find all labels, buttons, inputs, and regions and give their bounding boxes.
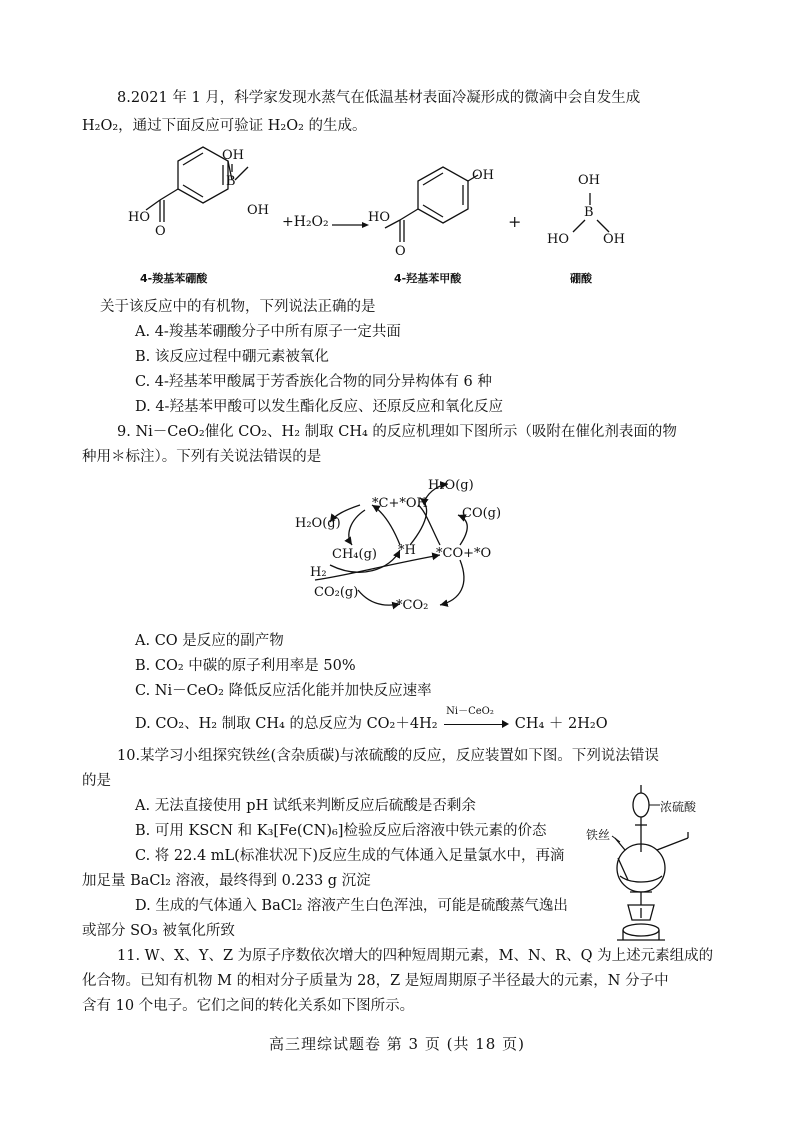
q9-option-d-suffix: CH₄ ＋ 2H₂O [514,716,608,732]
species-co2-ads: *CO₂ [396,598,429,613]
q10-option-d-1: D. 生成的气体通入 BaCl₂ 溶液产生白色浑浊，可能是硫酸蒸气逸出 [135,898,568,914]
q10-line1: 10.某学习小组探究铁丝(含杂质碳)与浓硫酸的反应，反应装置如下图。下列说法错误 [117,748,659,764]
boric-ho: HO [547,232,569,247]
q8-option-d: D. 4-羟基苯甲酸可以发生酯化反应、还原反应和氧化反应 [135,399,503,415]
page-footer: 高三理综试题卷 第 3 页 (共 18 页) [269,1035,525,1053]
atom-o-product: O [395,244,406,259]
q10-option-c-2: 加足量 BaCl₂ 溶液，最终得到 0.233 g 沉淀 [82,873,371,889]
q10-line2: 的是 [82,773,111,789]
q9-option-a: A. CO 是反应的副产物 [135,633,284,649]
product2-name: 硼酸 [570,272,592,285]
label-conc-acid: 浓硫酸 [660,800,697,814]
product1-name: 4-羟基苯甲酸 [394,272,462,285]
q8-option-c: C. 4-羟基苯甲酸属于芳香族化合物的同分异构体有 6 种 [135,374,492,390]
atom-ho: HO [128,210,150,225]
species-ch4: CH₄(g) [332,547,377,562]
catalyst-label: Ni－CeO₂ [446,706,494,717]
q9-line2: 种用＊标注）。下列有关说法错误的是 [82,449,322,465]
q10-option-d-2: 或部分 SO₃ 被氧化所致 [82,923,235,939]
q11-line1: 11. W、X、Y、Z 为原子序数依次增大的四种短周期元素，M、N、R、Q 为上述元素组成的 [117,948,714,964]
atom-oh-right: OH [247,203,269,218]
q8-option-b: B. 该反应过程中硼元素被氧化 [135,349,329,365]
species-co2-g: CO₂(g) [314,585,359,600]
species-co-o: *CO+*O [436,546,492,561]
species-c-oh: *C+*OH [372,496,428,511]
boric-b: B [584,205,594,220]
q10-option-a: A. 无法直接使用 pH 试纸来判断反应后硫酸是否剩余 [135,798,476,814]
q11-line2: 化合物。已知有机物 M 的相对分子质量为 28，Z 是短周期原子半径最大的元素，N 分子中 [82,973,669,989]
atom-ho-product: HO [368,210,390,225]
q8-line2: H₂O₂，通过下面反应可验证 H₂O₂ 的生成。 [82,118,367,134]
q9-option-b: B. CO₂ 中碳的原子利用率是 50% [135,658,356,674]
reactant-name: 4-羧基苯硼酸 [140,272,208,285]
q8-option-a: A. 4-羧基苯硼酸分子中所有原子一定共面 [135,324,401,340]
species-h2o-left: H₂O(g) [295,516,341,531]
species-co-g: CO(g) [462,506,502,521]
reagent-h2o2: +H₂O₂ [282,214,329,230]
q8-line1: 8.2021 年 1 月，科学家发现水蒸气在低温基材表面冷凝形成的微滴中会自发生成 [117,90,641,106]
q10-option-c-1: C. 将 22.4 mL(标准状况下)反应生成的气体通入足量氯水中，再滴 [135,848,565,864]
q9-option-c: C. Ni－CeO₂ 降低反应活化能并加快反应速率 [135,683,432,699]
atom-oh-top: OH [222,148,244,163]
label-iron-wire: 铁丝 [586,828,611,842]
q11-line3: 含有 10 个电子。它们之间的转化关系如下图所示。 [82,998,415,1014]
q10-option-b: B. 可用 KSCN 和 K₃[Fe(CN)₆]检验反应后溶液中铁元素的价态 [135,823,547,839]
boric-oh-top: OH [578,173,600,188]
q9-option-d-prefix: D. CO₂、H₂ 制取 CH₄ 的总反应为 CO₂＋4H₂ [135,716,438,732]
atom-b: B [226,174,236,189]
species-h2o-top: H₂O(g) [428,478,474,493]
plus-sign: + [508,212,522,231]
atom-o: O [155,224,166,239]
atom-oh-product: OH [472,168,494,183]
species-h2: H₂ [310,565,327,580]
q9-line1: 9. Ni－CeO₂催化 CO₂、H₂ 制取 CH₄ 的反应机理如下图所示（吸附在催化剂表面的物 [117,424,677,440]
species-h: *H [398,543,416,558]
boric-oh-right: OH [603,232,625,247]
q8-stem: 关于该反应中的有机物，下列说法正确的是 [100,299,376,315]
